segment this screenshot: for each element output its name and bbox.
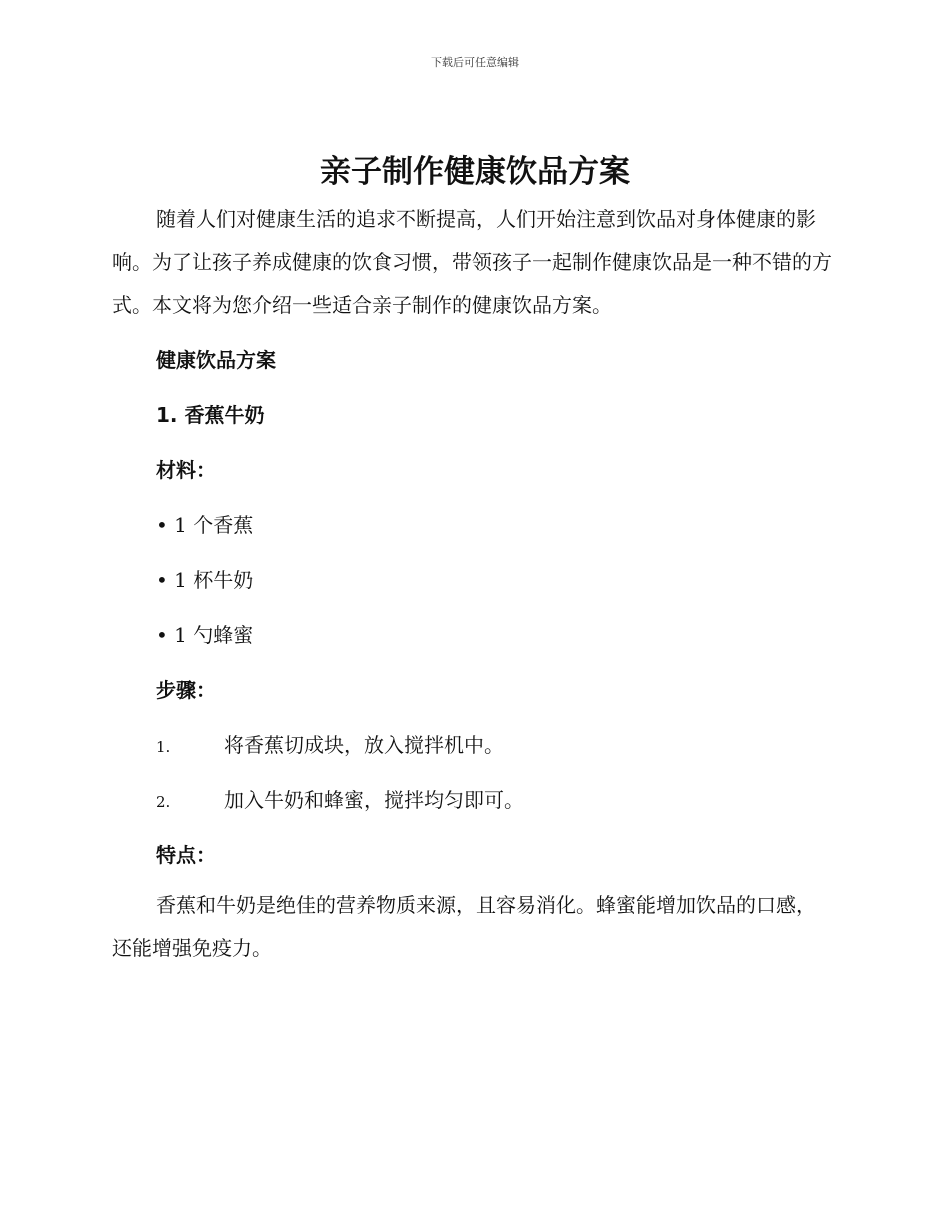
step-number: 1. bbox=[156, 738, 171, 756]
step-text: 将香蕉切成块，放入搅拌机中。 bbox=[224, 733, 504, 757]
intro-paragraph: 随着人们对健康生活的追求不断提高，人们开始注意到饮品对身体健康的影响。为了让孩子养成健康的饮食习惯，带领孩子一起制作健康饮品是一种不错的方式。本文将为您介绍一些适合亲子制作的健康饮品方案。 bbox=[112, 207, 832, 317]
step-item bbox=[156, 730, 504, 762]
step-text: 加入牛奶和蜂蜜，搅拌均匀即可。 bbox=[224, 788, 524, 812]
recipe-name: 1. 香蕉牛奶 bbox=[156, 403, 265, 427]
section-heading: 健康饮品方案 bbox=[156, 348, 276, 372]
material-item: • 1 勺蜂蜜 bbox=[156, 623, 254, 647]
materials-heading: 材料： bbox=[156, 458, 216, 482]
step-number: 2. bbox=[156, 793, 171, 811]
steps-heading: 步骤： bbox=[156, 678, 216, 702]
features-heading: 特点： bbox=[156, 843, 216, 867]
header-note: 下载后可任意编辑 bbox=[431, 56, 519, 69]
step-item bbox=[156, 785, 524, 817]
material-item: • 1 个香蕉 bbox=[156, 513, 254, 537]
features-paragraph: 香蕉和牛奶是绝佳的营养物质来源，且容易消化。蜂蜜能增加饮品的口感，还能增强免疫力。 bbox=[112, 893, 816, 960]
page-title: 亲子制作健康饮品方案 bbox=[320, 154, 630, 190]
material-item: • 1 杯牛奶 bbox=[156, 568, 254, 592]
